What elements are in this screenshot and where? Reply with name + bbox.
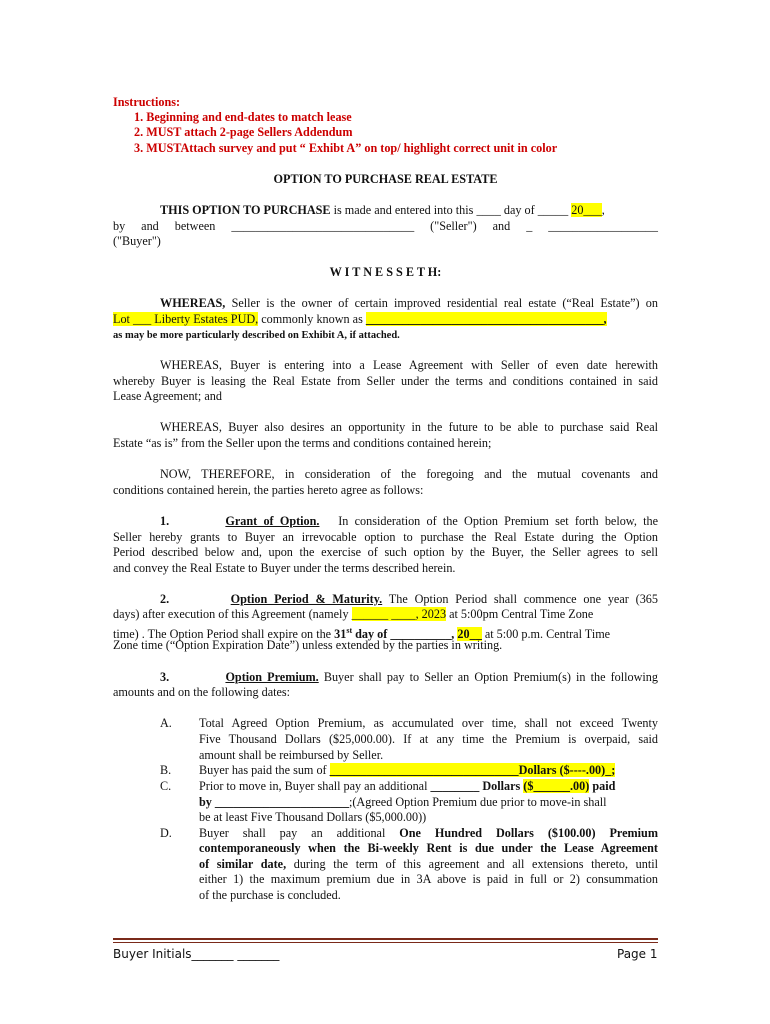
page-number: Page 1 [617,947,658,961]
item-d-line-3 [199,857,658,872]
item-c-by-date: by ______________________ [199,795,349,809]
s2-line-2 [113,607,658,622]
item-d-line-4: either 1) the maximum premium due in 3A above is paid in full or 2) consummation [199,872,658,886]
s1-heading: Grant of Option. [225,514,320,528]
s1-line-3: Period described below and, upon the exercise of such option by the Buyer, the Seller agrees to sell [113,545,658,559]
item-d-text: Buyer shall pay an additional [199,826,400,840]
item-a-line-1: Total Agreed Option Premium, as accumulated over time, shall not exceed Twenty [199,716,658,730]
item-d-l3-text: during the term of this agreement and all extensions thereto, until [286,857,658,871]
s2-line-4: Zone time (“Option Expiration Date”) unless extended by the parties in writing. [113,638,503,652]
item-a-line-3: amount shall be reimbursed by Seller. [199,748,384,762]
instruction-item-1: 1. Beginning and end-dates to match lease [134,110,352,124]
item-c-bold: ________ Dollars [430,779,524,793]
s1-line-1 [160,514,658,529]
s3-line-2: amounts and on the following dates: [113,685,291,699]
instruction-item-3: 3. MUSTAttach survey and put “ Exhibt A” on top/ highlight correct unit in color [134,141,558,155]
s2-text: The Option Period shall commence one year (365 [382,592,658,606]
item-d-label: D. [160,826,172,840]
s1-line-4: and convey the Real Estate to Buyer under the terms described herein. [113,561,456,575]
move-in-amount-highlight: ($______.00) [523,779,590,793]
item-c-line-1 [199,779,658,794]
s2-l3-bold2: day of __________, [352,627,458,642]
p4-line-1: NOW, THEREFORE, in consideration of the foregoing and the mutual covenants and [160,467,658,481]
intro-end: , [601,203,605,217]
item-d-bold: One Hundred Dollars ($100.00) Premium [399,826,658,840]
intro-text: is made and entered into this ____ day of _____ [330,203,572,217]
s2-l3-text: time) . The Option Period shall expire on the [113,627,335,642]
item-d-line-2: contemporaneously when the Bi-weekly Rent is due under the Lease Agreement [199,841,658,855]
p3-line-2: Estate “as is” from the Seller upon the terms and conditions contained herein; [113,436,492,450]
commence-date-highlight: ______ ____, 2023 [351,607,447,621]
p3-line-1: WHEREAS, Buyer also desires an opportunity in the future to be able to purchase said Real [160,420,658,434]
s2-number: 2. [160,592,170,606]
s2-l2-text: days) after execution of this Agreement (namely [113,607,352,621]
s2-heading: Option Period & Maturity. [230,592,383,606]
p1-line-2 [113,312,658,327]
s3-text: Buyer shall pay to Seller an Option Premium(s) in the following [318,670,658,684]
p1-bold: WHEREAS, [160,296,226,310]
footer-rule-thin [113,942,658,943]
s2-l3-bold: 31 [334,627,347,642]
item-b-text: Buyer has paid the sum of [199,763,330,777]
s1-line-2: Seller hereby grants to Buyer an irrevocable option to purchase the Real Estate during the Option [113,530,658,544]
s1-text: In consideration of the Option Premium set forth below, the [338,514,658,528]
s3-line-1 [160,670,658,685]
p1-line-3: as may be more particularly described on Exhibit A, if attached. [113,330,400,341]
p1-l2-text: commonly known as [258,312,366,326]
intro-line-2: by and between ______________________________ ("Seller") and _ __________________ [113,219,658,233]
intro-bold: THIS OPTION TO PURCHASE [160,203,331,217]
item-d-l3-bold: of similar date, [199,857,287,871]
p2-line-1: WHEREAS, Buyer is entering into a Lease Agreement with Seller of even date herewith [160,358,658,372]
s2-l3-sup: st [346,626,353,635]
instructions-heading: Instructions: [113,95,181,109]
s1-number: 1. [160,514,170,528]
item-c-text: Prior to move in, Buyer shall pay an additional [199,779,431,793]
p2-line-3: Lease Agreement; and [113,389,222,403]
footer-rule [113,938,658,940]
expire-year-highlight: 20__ [457,627,482,642]
buyer-initials: Buyer Initials_______ _______ [113,947,280,961]
s3-heading: Option Premium. [225,670,319,684]
p1-text: Seller is the owner of certain improved residential real estate (“Real Estate”) on [225,296,658,310]
item-c-label: C. [160,779,172,793]
s3-number: 3. [160,670,170,684]
p1-line-1 [160,296,658,311]
item-b-line-1 [199,763,658,778]
item-a-line-2: Five Thousand Dollars ($25,000.00). If at any time the Premium is overpaid, said [199,732,658,746]
witnesseth-heading: W I T N E S S E T H: [329,265,442,279]
intro-date-highlight: 20___ [571,203,602,217]
item-c-bold-2: paid [589,779,616,793]
instruction-item-2: 2. MUST attach 2-page Sellers Addendum [134,125,353,139]
p2-line-2: whereby Buyer is leasing the Real Estate from Seller under the terms and conditions contained in said [113,374,658,388]
p4-line-2: conditions contained herein, the parties hereto agree as follows: [113,483,424,497]
paid-sum-highlight: _______________________________Dollars ($----.00)_; [329,763,616,777]
item-c-line-3: be at least Five Thousand Dollars ($5,000.00)) [199,810,427,824]
s2-line-1 [160,592,658,607]
item-c-line-2 [199,795,658,810]
intro-line-3: ("Buyer") [113,234,161,248]
item-d-line-1 [199,826,658,841]
item-c-l2-text: ;(Agreed Option Premium due prior to move-in shall [348,795,607,809]
intro-line-1 [160,203,658,218]
item-b-label: B. [160,763,172,777]
lot-highlight: Lot ___ Liberty Estates PUD, [113,312,259,326]
s2-l2-text-2: at 5:00pm Central Time Zone [446,607,594,621]
s2-l3-text-2: at 5:00 p.m. Central Time [481,627,611,642]
document-title: OPTION TO PURCHASE REAL ESTATE [273,172,498,186]
item-d-line-5: of the purchase is concluded. [199,888,341,902]
item-a-label: A. [160,716,172,730]
address-blank-highlight: _______________________________________, [365,312,607,326]
